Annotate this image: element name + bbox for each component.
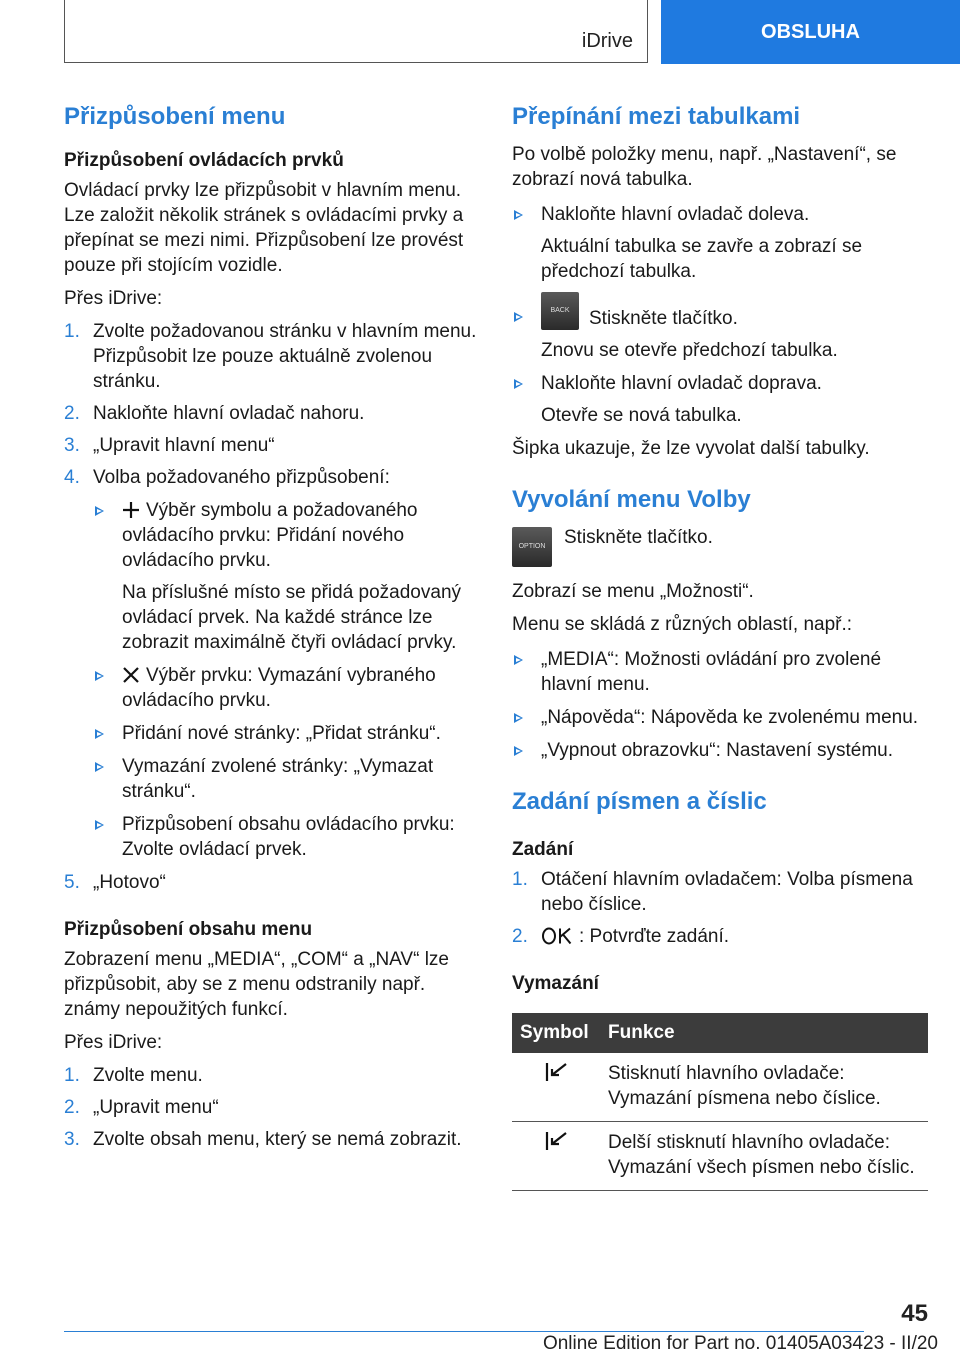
switch-list	[512, 202, 928, 428]
steps-list	[512, 867, 928, 949]
heading-zadani: Zadání písmen a číslic	[512, 788, 767, 815]
table-header: Funkce	[600, 1013, 928, 1053]
heading-prepinani: Přepínání mezi tabulkami	[512, 103, 801, 130]
table-row: Delší stisknutí hlavního ovladače: Vymazání všech písmen nebo číslic.	[512, 1122, 928, 1191]
triangle-bullet-icon	[95, 762, 104, 772]
option-button-icon: OPTION	[512, 527, 552, 567]
list-item: BACK Stiskněte tlačítko. Znovu se otevře předchozí tabulka.	[512, 292, 928, 363]
table-header: Symbol	[512, 1013, 600, 1053]
triangle-bullet-icon	[514, 379, 523, 389]
list-item: Nakloňte hlavní ovladač doleva. Aktuální tabulka se zavře a zobrazí se předchozí tabulka.	[512, 202, 928, 284]
triangle-bullet-icon	[514, 746, 523, 756]
subheading-ovladaci-prvky: Přizpůsobení ovládacích prvků	[64, 150, 344, 171]
paragraph: Ovládací prvky lze přizpůsobit v hlavním menu. Lze založit několik stránek s ovládacími prvky a přepínat se mezi nimi. Přizpůsobení lze provést pouze při stojícím vozidle.	[64, 180, 464, 276]
list-item: Přizpůsobení obsahu ovládacího prvku: Zvolte ovládací prvek.	[93, 812, 480, 862]
header-section: iDrive	[581, 30, 633, 52]
paragraph: Šipka ukazuje, že lze vyvolat další tabulky.	[512, 438, 870, 459]
list-item: Nakloňte hlavní ovladač doprava. Otevře se nová tabulka.	[512, 371, 928, 428]
triangle-bullet-icon	[514, 312, 523, 322]
header-chapter-tab: OBSLUHA	[661, 0, 960, 64]
delete-arrow-icon	[544, 1061, 568, 1083]
footer-edition: Online Edition for Part no. 01405A03423 - II/20	[542, 1333, 938, 1354]
paragraph: Po volbě položky menu, např. „Nastavení“, se zobrazí nová tabulka.	[512, 144, 897, 190]
paragraph: Zobrazení menu „MEDIA“, „COM“ a „NAV“ lze přizpůsobit, aby se z menu odstranily např. známy nepoužitých funkcí.	[64, 949, 450, 1020]
triangle-bullet-icon	[95, 729, 104, 739]
list-item: 5. „Hotovo“	[64, 872, 166, 893]
list-item: „Nápověda“: Nápověda ke zvolenému menu.	[512, 705, 928, 730]
header-box	[64, 0, 648, 63]
footer-divider	[64, 1331, 864, 1332]
paragraph: Zobrazí se menu „Možnosti“.	[512, 581, 754, 602]
list-item: 3. Zvolte obsah menu, který se nemá zobrazit.	[64, 1129, 462, 1150]
heading-volby: Vyvolání menu Volby	[512, 486, 751, 513]
list-item: „Vypnout obrazovku“: Nastavení systému.	[512, 738, 928, 763]
page-number: 45	[901, 1300, 928, 1327]
symbol-table	[512, 1013, 928, 1191]
list-item: 1. Otáčení hlavním ovladačem: Volba písmena nebo číslice.	[512, 869, 913, 915]
triangle-bullet-icon	[95, 671, 104, 681]
table-row: Stisknutí hlavního ovladače: Vymazání písmena nebo číslice.	[512, 1053, 928, 1122]
triangle-bullet-icon	[514, 655, 523, 665]
list-item: 3. „Upravit hlavní menu“	[64, 435, 275, 456]
triangle-bullet-icon	[514, 713, 523, 723]
subheading-obsah-menu: Přizpůsobení obsahu menu	[64, 919, 313, 940]
list-item: 1. Zvolte požadovanou stránku v hlavním menu. Přizpůsobit lze pouze aktuálně zvolenou stránku.	[64, 321, 477, 392]
steps-list	[64, 1063, 480, 1152]
ok-icon	[541, 927, 573, 945]
paragraph-via: Přes iDrive:	[64, 1032, 163, 1053]
options-areas-list	[512, 647, 928, 763]
triangle-bullet-icon	[514, 210, 523, 220]
back-button-icon: BACK	[541, 292, 579, 330]
option-button-row: OPTION Stiskněte tlačítko.	[512, 525, 928, 567]
triangle-bullet-icon	[95, 506, 104, 516]
list-item: 2. Nakloňte hlavní ovladač nahoru.	[64, 403, 365, 424]
list-item: 4. Volba požadovaného přizpůsobení: Výběr symbolu a požadovaného ovládacího prvku: Přidání nového ovládacího prvku. Na příslušné místo se přidá požadovaný ovládací prvek. Na každé stránce lze zobrazit maximálně čtyři ovládací prvky. Výběr prvku: Vymazání vybraného ovládacího prvku. Přidání nové stránky: „Přidat stránku“. Vymazání zvolené stránky: „Vymazat stránku“. Přizpůsobení obsahu ovládacího prvku: Zvolte ovládací prvek.	[64, 465, 480, 862]
list-item: Přidání nové stránky: „Přidat stránku“.	[93, 721, 480, 746]
cross-icon	[122, 666, 140, 684]
right-column	[512, 100, 928, 1191]
steps-list	[64, 319, 480, 895]
paragraph-via: Přes iDrive:	[64, 288, 163, 309]
heading-prizpusobeni-menu: Přizpůsobení menu	[64, 103, 286, 130]
triangle-bullet-icon	[95, 820, 104, 830]
list-item: Výběr symbolu a požadovaného ovládacího prvku: Přidání nového ovládacího prvku. Na příslušné místo se přidá požadovaný ovládací prvek. Na každé stránce lze zobrazit maximálně čtyři ovládací prvky.	[93, 498, 480, 655]
list-item: 2. : Potvrďte zadání.	[512, 926, 730, 947]
paragraph: Menu se skládá z různých oblastí, např.:	[512, 614, 853, 635]
list-item: Vymazání zvolené stránky: „Vymazat stránku“.	[93, 754, 480, 804]
plus-icon	[122, 501, 140, 519]
list-item: 1. Zvolte menu.	[64, 1065, 203, 1086]
delete-arrow-icon	[544, 1130, 568, 1152]
list-item: „MEDIA“: Možnosti ovládání pro zvolené hlavní menu.	[512, 647, 928, 697]
subheading-zadani: Zadání	[512, 839, 574, 860]
options-list	[93, 498, 480, 862]
list-item: Výběr prvku: Vymazání vybraného ovládacího prvku.	[93, 663, 480, 713]
list-item: 2. „Upravit menu“	[64, 1097, 219, 1118]
left-column	[64, 100, 480, 1160]
subheading-vymazani: Vymazání	[512, 973, 599, 994]
